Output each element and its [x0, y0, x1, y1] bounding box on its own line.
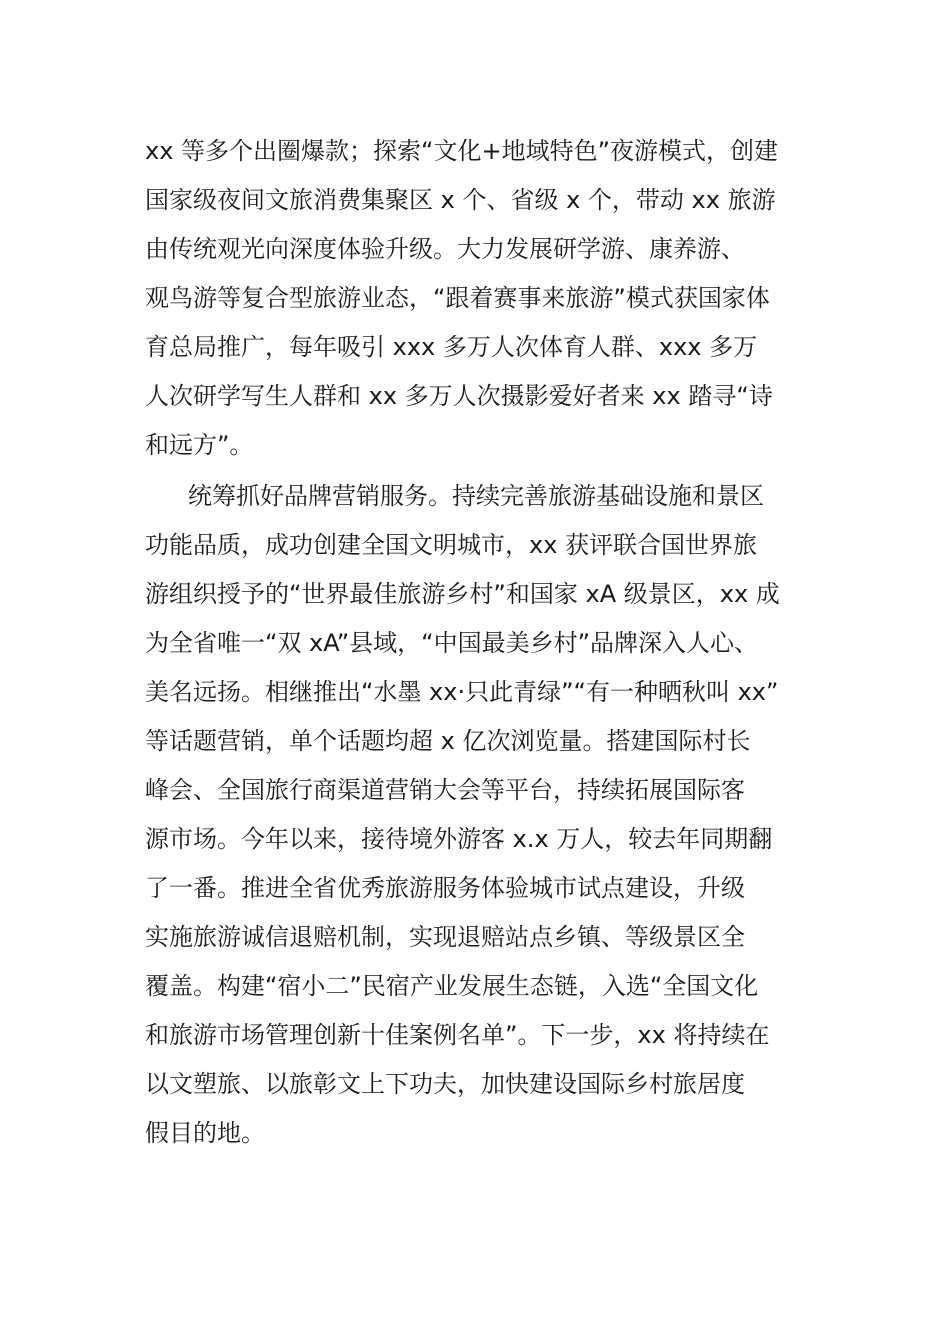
- paragraph-line: 源市场。今年以来，接待境外游客 x.x 万人，较去年同期翻: [145, 825, 773, 853]
- paragraph-line: 以文塑旅、以旅彰文上下功夫，加快建设国际乡村旅居度: [145, 1070, 745, 1098]
- paragraph-line: 由传统观光向深度体验升级。大力发展研学游、康养游、: [145, 235, 745, 263]
- paragraph-line: 等话题营销，单个话题均超 x 亿次浏览量。搭建国际村长: [145, 727, 751, 755]
- paragraph-line: 统筹抓好品牌营销服务。持续完善旅游基础设施和景区: [188, 482, 764, 510]
- paragraph-line: xx 等多个出圈爆款；探索“文化+地域特色”夜游模式，创建: [145, 137, 779, 165]
- paragraph-line: 育总局推广，每年吸引 xxx 多万人次体育人群、xxx 多万: [145, 333, 758, 361]
- paragraph-line: 和远方”。: [145, 431, 254, 459]
- paragraph-line: 假目的地。: [145, 1119, 265, 1147]
- paragraph-line: 游组织授予的“世界最佳旅游乡村”和国家 xA 级景区，xx 成: [145, 580, 780, 608]
- paragraph-line: 峰会、全国旅行商渠道营销大会等平台，持续拓展国际客: [145, 776, 745, 804]
- paragraph-line: 美名远扬。相继推出“水墨 xx·只此青绿”“有一种晒秋叫 xx”: [145, 678, 779, 706]
- paragraph-line: 观鸟游等复合型旅游业态，“跟着赛事来旅游”模式获国家体: [145, 284, 770, 312]
- paragraph-line: 为全省唯一“双 xA”县域，“中国最美乡村”品牌深入人心、: [145, 629, 759, 657]
- paragraph-line: 和旅游市场管理创新十佳案例名单”。下一步，xx 将持续在: [145, 1021, 770, 1049]
- paragraph-1: [145, 127, 810, 470]
- paragraph-line: 了一番。推进全省优秀旅游服务体验城市试点建设，升级: [145, 874, 745, 902]
- paragraph-2: [145, 472, 810, 1158]
- paragraph-line: 人次研学写生人群和 xx 多万人次摄影爱好者来 xx 踏寻“诗: [145, 382, 773, 410]
- paragraph-line: 国家级夜间文旅消费集聚区 x 个、省级 x 个，带动 xx 旅游: [145, 186, 776, 214]
- paragraph-line: 覆盖。构建“宿小二”民宿产业发展生态链，入选“全国文化: [145, 972, 759, 1000]
- paragraph-line: 功能品质，成功创建全国文明城市，xx 获评联合国世界旅: [145, 531, 758, 559]
- paragraph-line: 实施旅游诚信退赔机制，实现退赔站点乡镇、等级景区全: [145, 923, 745, 951]
